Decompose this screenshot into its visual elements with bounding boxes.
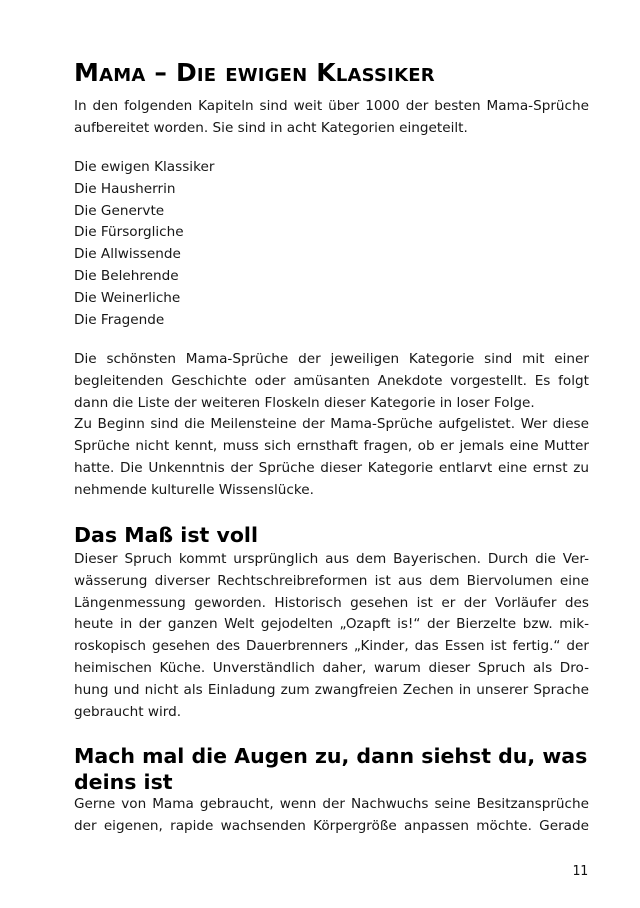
page-number: 11 [572, 864, 588, 879]
description-paragraph [74, 349, 589, 502]
section-body [74, 794, 589, 838]
description-line: begleitenden Geschichte oder amüsanten Anekdote vorgestellt. Es folgt [74, 372, 589, 389]
section-line: gebraucht wird. [74, 703, 182, 720]
section-line: der eigenen, rapide wachsenden Körpergröße anpassen möchte. Gerade [74, 817, 589, 834]
chapter-title: Mama – Die ewigen Klassiker [74, 58, 435, 87]
book-page [74, 0, 589, 908]
description-line: Die schönsten Mama-Sprüche der jeweiligen Kategorie sind mit einer [74, 351, 589, 367]
intro-line: In den folgenden Kapiteln sind weit über 1000 der besten Mama-Sprüche [74, 98, 589, 114]
category-item: Die Hausherrin [74, 180, 176, 197]
intro-line: aufbereitet worden. Sie sind in acht Kategorien eingeteilt. [74, 119, 468, 136]
category-item: Die Fürsorgliche [74, 224, 184, 241]
section-line: Dieser Spruch kommt ursprünglich aus dem Bayerischen. Durch die Ver- [74, 551, 589, 567]
category-item: Die Genervte [74, 202, 165, 219]
category-item: Die Belehrende [74, 267, 179, 284]
section-body [74, 549, 589, 723]
category-item: Die Fragende [74, 311, 165, 328]
section-heading: Mach mal die Augen zu, dann siehst du, was deins ist [74, 744, 588, 794]
section-line: wässerung diverser Rechtschreibreformen ist aus dem Biervolumen eine [74, 572, 589, 589]
section-line: Gerne von Mama gebraucht, wenn der Nachwuchs seine Besitzansprüche [74, 796, 589, 812]
section-line: hung und nicht als Einladung zum zwangfreien Zechen in unserer Sprache [74, 681, 589, 698]
section-heading: Das Maß ist voll [74, 523, 258, 547]
category-item: Die Weinerliche [74, 289, 181, 306]
category-list [74, 157, 214, 331]
category-item: Die Allwissende [74, 246, 181, 263]
description-line: Sprüche nicht kennt, muss sich ernsthaft fragen, ob er jemals eine Mutter [74, 438, 589, 455]
section-line: heimischen Küche. Unverständlich daher, warum dieser Spruch als Dro- [74, 659, 589, 676]
description-line: dann die Liste der weiteren Floskeln dieser Kategorie in loser Folge. [74, 394, 535, 411]
description-line: hatte. Die Unkenntnis der Sprüche dieser Kategorie entlarvt eine ernst zu [74, 459, 589, 476]
section-line: roskopisch gesehen des Dauerbrenners „Kinder, das Essen ist fertig.“ der [74, 638, 589, 655]
section-line: heute in der ganzen Welt gejodelten „Ozapft is!“ der Bierzelte bzw. mik- [74, 616, 589, 633]
section-line: Längenmessung geworden. Historisch gesehen ist er der Vorläufer des [74, 594, 589, 611]
description-line: Zu Beginn sind die Meilensteine der Mama-Sprüche aufgelistet. Wer diese [74, 416, 589, 433]
category-item: Die ewigen Klassiker [74, 159, 215, 175]
intro-paragraph [74, 96, 589, 140]
description-line: nehmende kulturelle Wissenslücke. [74, 481, 314, 498]
